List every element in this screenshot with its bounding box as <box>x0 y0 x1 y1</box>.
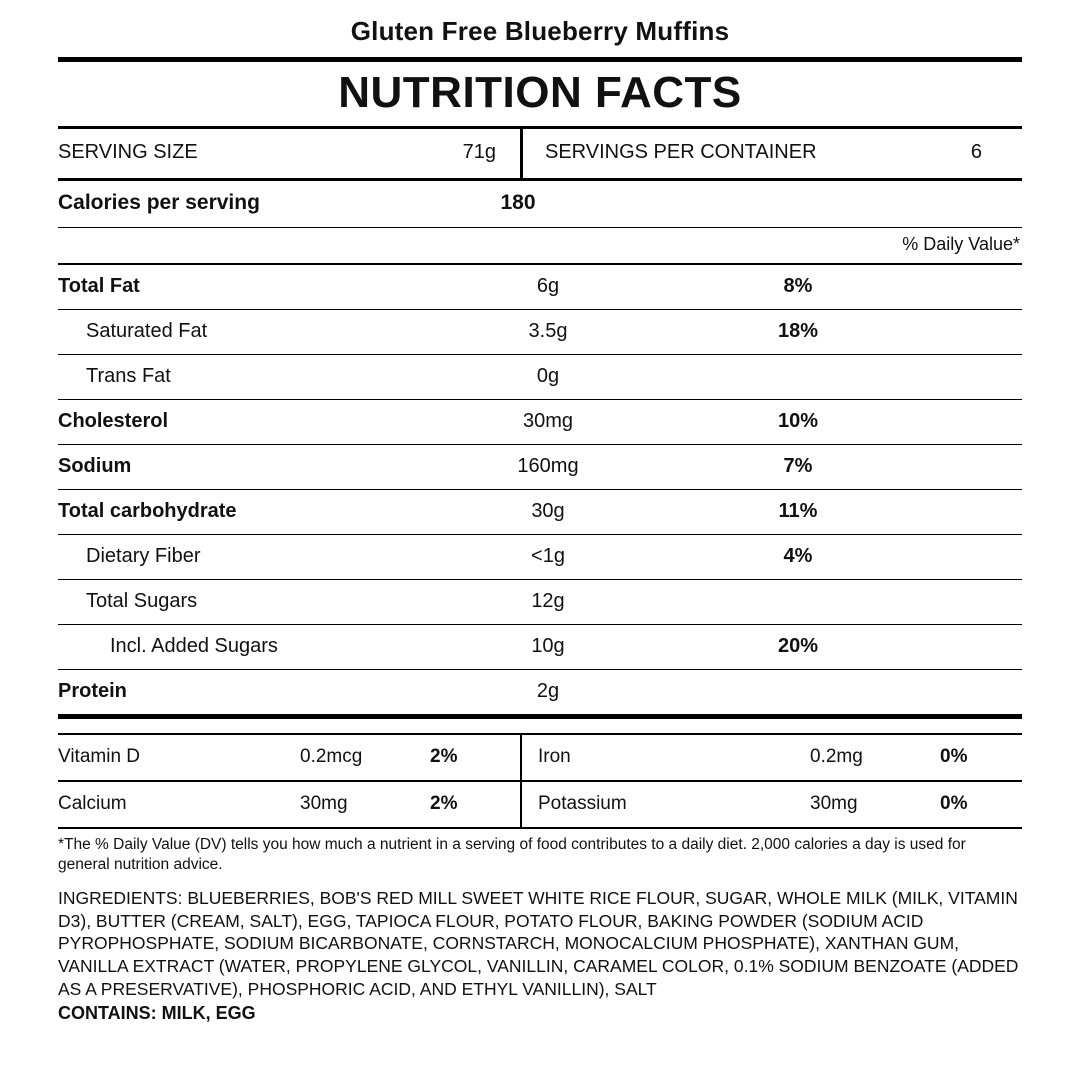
vitamin-amount: 30mg <box>300 793 348 815</box>
nutrient-row <box>58 490 1022 534</box>
nutrient-amount: 3.5g <box>528 320 568 343</box>
vitamin-dv: 0% <box>940 793 968 815</box>
nutrient-daily-value: 20% <box>777 635 819 658</box>
servings-per-container-value: 6 <box>970 141 982 164</box>
nutrient-daily-value: 7% <box>783 455 813 478</box>
nutrient-amount: <1g <box>531 545 565 568</box>
calories-row <box>58 181 1022 227</box>
calories-label: Calories per serving <box>58 191 260 215</box>
serving-size-label: SERVING SIZE <box>58 141 198 164</box>
servings-per-container-label: SERVINGS PER CONTAINER <box>545 141 817 164</box>
vitamin-name: Vitamin D <box>58 746 141 768</box>
vitamin-amount: 0.2mcg <box>300 746 363 768</box>
nutrient-daily-value: 11% <box>778 500 818 523</box>
nutrient-amount: 12g <box>531 590 565 613</box>
vitamin-cell <box>58 782 520 827</box>
nutrient-row <box>58 580 1022 624</box>
nutrient-daily-value: 4% <box>783 545 813 568</box>
nutrient-name: Total Fat <box>58 275 140 298</box>
nutrient-amount: 30mg <box>522 410 574 433</box>
nutrient-name: Trans Fat <box>86 365 171 388</box>
vitamin-cell <box>58 735 520 780</box>
serving-size-cell <box>58 129 520 178</box>
nutrient-name: Sodium <box>58 455 132 478</box>
vitamin-cell <box>520 782 1022 827</box>
vitamin-name: Iron <box>538 746 571 768</box>
nutrition-facts-heading: NUTRITION FACTS <box>338 68 742 117</box>
nutrient-daily-value: 18% <box>777 320 819 343</box>
nutrient-row <box>58 670 1022 714</box>
nutrient-row <box>58 535 1022 579</box>
vitamin-amount: 30mg <box>810 793 858 815</box>
nutrient-row <box>58 355 1022 399</box>
servings-per-container-cell <box>520 129 1022 178</box>
nutrient-amount: 160mg <box>517 455 579 478</box>
daily-value-header: % Daily Value* <box>902 234 1020 255</box>
serving-size-value: 71g <box>462 141 496 164</box>
serving-info-row <box>58 129 1022 178</box>
nutrient-name: Protein <box>58 680 127 703</box>
nutrient-name: Saturated Fat <box>86 320 208 343</box>
nutrient-amount: 0g <box>536 365 560 388</box>
nutrient-daily-value: 10% <box>777 410 819 433</box>
nutrient-row <box>58 310 1022 354</box>
nutrient-amount: 2g <box>536 680 560 703</box>
nutrient-row <box>58 445 1022 489</box>
daily-value-header-row <box>58 228 1022 263</box>
nutrient-amount: 10g <box>531 635 565 658</box>
nutrient-name: Cholesterol <box>58 410 169 433</box>
nutrient-amount: 30g <box>531 500 565 523</box>
calories-value: 180 <box>500 191 536 215</box>
nutrient-name: Dietary Fiber <box>86 545 201 568</box>
nutrient-name: Total carbohydrate <box>58 500 237 523</box>
nutrient-daily-value: 8% <box>783 275 813 298</box>
vitamin-dv: 0% <box>940 746 968 768</box>
vitamin-cell <box>520 735 1022 780</box>
vitamin-amount: 0.2mg <box>810 746 863 768</box>
nutrient-amount: 6g <box>536 275 560 298</box>
vitamin-section <box>58 733 1022 829</box>
vitamin-row <box>58 735 1022 780</box>
nutrient-name: Incl. Added Sugars <box>110 635 278 658</box>
nutrient-list <box>58 265 1022 714</box>
divider-under-nutrients <box>58 714 1022 719</box>
vitamin-name: Calcium <box>58 793 127 815</box>
vitamin-dv: 2% <box>430 746 458 768</box>
nutrient-name: Total Sugars <box>86 590 198 613</box>
vitamin-name: Potassium <box>538 793 627 815</box>
allergen-contains-text: CONTAINS: MILK, EGG <box>58 1002 256 1023</box>
ingredients-text: INGREDIENTS: BLUEBERRIES, BOB'S RED MILL SWEET WHITE RICE FLOUR, SUGAR, WHOLE MILK (MILK, VITAMIN D3), BUTTER (CREAM, SALT), EGG, TAPIOCA FLOUR, POTATO FLOUR, BAKING POWDER (SODIUM ACID PYROPHOSPHATE, SODIUM BICARBONATE, CORNSTARCH, MONOCALCIUM PHOSPHATE), XANTHAN GUM, VANILLA EXTRACT (WATER, PROPYLENE GLYCOL, VANILLIN, CARAMEL COLOR, 0.1% SODIUM BENZOATE (ADDED AS A PRESERVATIVE), PHOSPHORIC ACID, AND ETHYL VANILLIN), SALT <box>58 887 1019 999</box>
vitamin-dv: 2% <box>430 793 458 815</box>
nutrient-row <box>58 625 1022 669</box>
daily-value-footnote: *The % Daily Value (DV) tells you how much a nutrient in a serving of food contributes to a daily diet. 2,000 calories a day is used for general nutrition advice. <box>58 836 966 874</box>
nutrient-row <box>58 400 1022 444</box>
page-title: Gluten Free Blueberry Muffins <box>350 16 730 46</box>
vitamin-row <box>58 782 1022 827</box>
nutrient-row <box>58 265 1022 309</box>
